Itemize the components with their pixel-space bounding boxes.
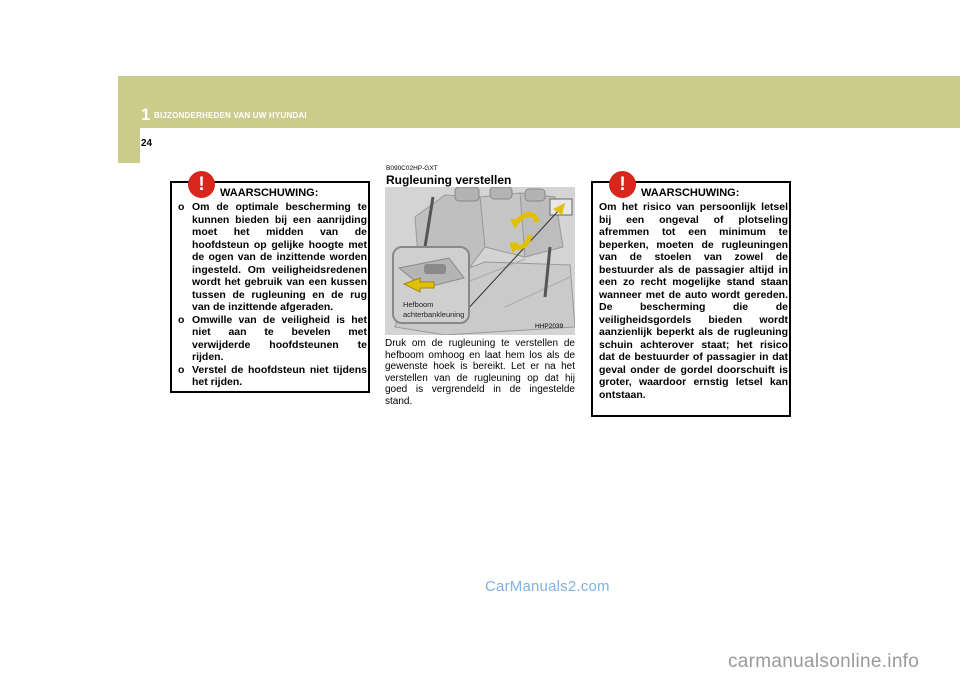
- chapter-title: BIJZONDERHEDEN VAN UW HYUNDAI: [154, 111, 307, 120]
- warning-item-text: Om de optimale bescherming te kunnen bieden bij een aanrijding moet het midden van de hoofdsteun op gelijke hoogte met de ogen van de inzittende worden ingesteld. Om veiligheidsredenen wordt het gebruik van een kussen tussen de rugleuning en de rug van de inzittende afgeraden.: [192, 201, 367, 313]
- exclamation-icon: !: [609, 171, 636, 198]
- inset-label: Hefboom: [403, 300, 434, 309]
- left-warning-box: [170, 174, 370, 393]
- chapter-number: 1: [141, 105, 151, 124]
- bullet-marker: o: [178, 201, 185, 213]
- exclamation-icon: !: [188, 171, 215, 198]
- bullet-marker: o: [178, 363, 185, 376]
- body-text: Druk om de rugleuning te verstellen de hefboom omhoog en laat hem los als de gewenste hoek is bereikt. Let er na het verstellen van de rugleuning op dat hij goed is vergrendeld in de ingestelde stand.: [385, 338, 575, 407]
- section-title: Rugleuning verstellen: [386, 173, 512, 187]
- right-warning-box: [591, 174, 791, 417]
- header-side-band: [118, 128, 140, 163]
- reference-code: B090C02HP-GXT: [386, 165, 438, 172]
- warning-body: Om het risico van persoonlijk letsel bij een ongeval of plotseling afremmen tot een minimum te beperken, moeten de rugleuningen van de stoelen van zowel de bestuurder als de passagier altijd in een zo recht mogelijke stand staan wanneer met de auto wordt gereden. De bescherming die de veiligheidsgordels bieden wordt aanzienlijk beperkt als de rugleuning schuin achterover staat; het risico dat de bestuurder of passagier in dat geval onder de gordel doorschuift is groter, waardoor ernstig letsel kan ontstaan.: [599, 201, 788, 401]
- warning-item-text: Omwille van de veiligheid is het niet aan te bevelen met verwijderde hoofdsteunen te rijden.: [192, 313, 367, 363]
- photo-code: HHP2039: [535, 323, 564, 330]
- watermark-link[interactable]: CarManuals2.com: [485, 578, 610, 595]
- warning-item-text: Verstel de hoofdsteun niet tijdens het rijden.: [192, 363, 367, 388]
- warning-title: WAARSCHUWING:: [220, 187, 319, 199]
- warning-item: [178, 364, 367, 389]
- header-band: [118, 76, 960, 128]
- warning-list: [178, 201, 367, 389]
- page-number: 24: [141, 138, 153, 149]
- inset-label: achterbankleuning: [403, 310, 465, 319]
- warning-item: [178, 201, 367, 314]
- warning-item: [178, 314, 367, 364]
- warning-title: WAARSCHUWING:: [641, 187, 740, 199]
- footer-watermark: carmanualsonline.info: [728, 651, 920, 672]
- bullet-marker: o: [178, 313, 185, 326]
